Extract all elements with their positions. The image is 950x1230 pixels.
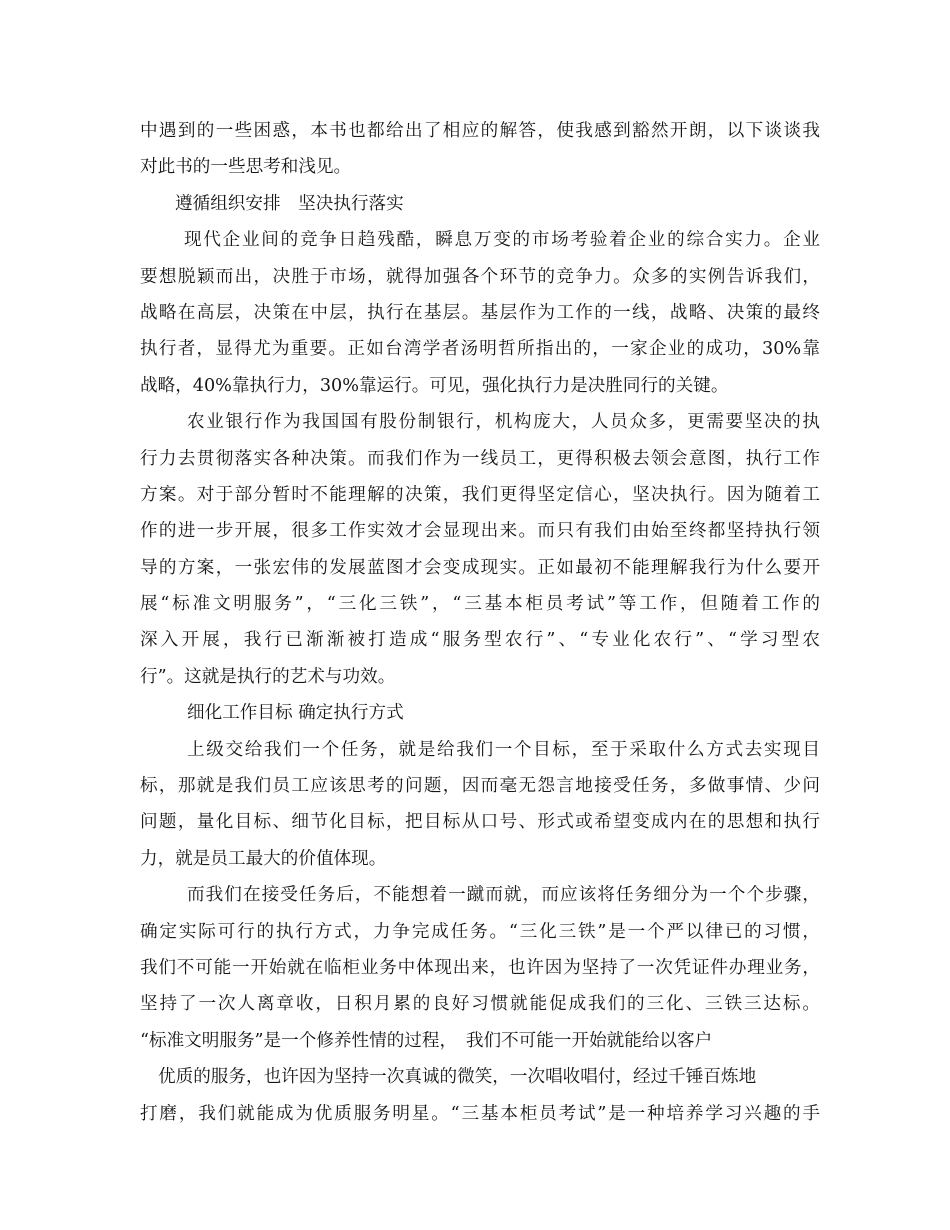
text-line: 战略，40%靠执行力，30%靠运行。可见，强化执行力是决胜同行的关键。 — [140, 375, 729, 396]
document-body — [140, 113, 820, 1132]
text-line: 遵循组织安排 坚决执行落实 — [175, 193, 404, 214]
text-line: 优质的服务，也许因为坚持一次真诚的微笑，一次唱收唱付，经过千锤百炼地 — [158, 1067, 757, 1088]
text-line: 作的进一步开展，很多工作实效才会显现出来。而只有我们由始至终都坚持执行领 — [140, 521, 820, 542]
text-line: 中遇到的一些困惑，本书也都给出了相应的解答，使我感到豁然开朗，以下谈谈我 — [140, 121, 820, 141]
text-line: 打磨，我们就能成为优质服务明星。“三基本柜员考试”是一种培养学习兴趣的手 — [140, 1103, 820, 1124]
text-line: 确定实际可行的执行方式，力争完成任务。“三化三铁”是一个严以律已的习惯， — [140, 921, 820, 942]
text-line: 行”。这就是执行的艺术与功效。 — [140, 666, 396, 687]
text-line: 要想脱颖而出，决胜于市场，就得加强各个环节的竞争力。众多的实例告诉我们， — [140, 266, 820, 287]
text-line: 农业银行作为我国国有股份制银行，机构庞大，人员众多，更需要坚决的执 — [187, 412, 820, 433]
text-line: 执行者，显得尤为重要。正如台湾学者汤明哲所指出的，一家企业的成功，30%靠 — [140, 339, 820, 360]
text-line: 上级交给我们一个任务，就是给我们一个目标，至于采取什么方式去实现目 — [187, 739, 820, 760]
text-line: “标准文明服务”是一个修养性情的过程， 我们不可能一开始就能给以客户 — [140, 1030, 713, 1051]
text-line: 对此书的一些思考和浅见。 — [140, 157, 352, 178]
text-line: 力，就是员工最大的价值体现。 — [140, 848, 387, 869]
text-line: 坚持了一次人离章收，日积月累的良好习惯就能促成我们的三化、三铁三达标。 — [140, 994, 820, 1015]
text-line: 标，那就是我们员工应该思考的问题，因而毫无怨言地接受任务，多做事情、少问 — [140, 776, 820, 797]
text-line: 行力去贯彻落实各种决策。而我们作为一线员工，更得积极去领会意图，执行工作 — [140, 448, 820, 469]
text-line: 现代企业间的竞争日趋残酷，瞬息万变的市场考验着企业的综合实力。企业 — [184, 230, 820, 251]
text-line: 方案。对于部分暂时不能理解的决策，我们更得坚定信心，坚决执行。因为随着工 — [140, 484, 820, 505]
text-line: 战略在高层，决策在中层，执行在基层。基层作为工作的一线，战略、决策的最终 — [140, 302, 820, 323]
text-line: 而我们在接受任务后，不能想着一蹴而就，而应该将任务细分为一个个步骤， — [187, 885, 820, 906]
text-line: 我们不可能一开始就在临柜业务中体现出来，也许因为坚持了一次凭证件办理业务， — [140, 957, 820, 978]
text-line: 导的方案，一张宏伟的发展蓝图才会变成现实。正如最初不能理解我行为什么要开 — [140, 557, 820, 578]
text-line: 问题，量化目标、细节化目标，把目标从口号、形式或希望变成内在的思想和执行 — [140, 812, 820, 833]
text-line: 展“标准文明服务”，“三化三铁”，“三基本柜员考试”等工作，但随着工作的 — [140, 594, 820, 615]
text-line: 深入开展，我行已渐渐被打造成“服务型农行”、“专业化农行”、“学习型农 — [140, 630, 820, 651]
text-line: 细化工作目标 确定执行方式 — [187, 703, 404, 724]
